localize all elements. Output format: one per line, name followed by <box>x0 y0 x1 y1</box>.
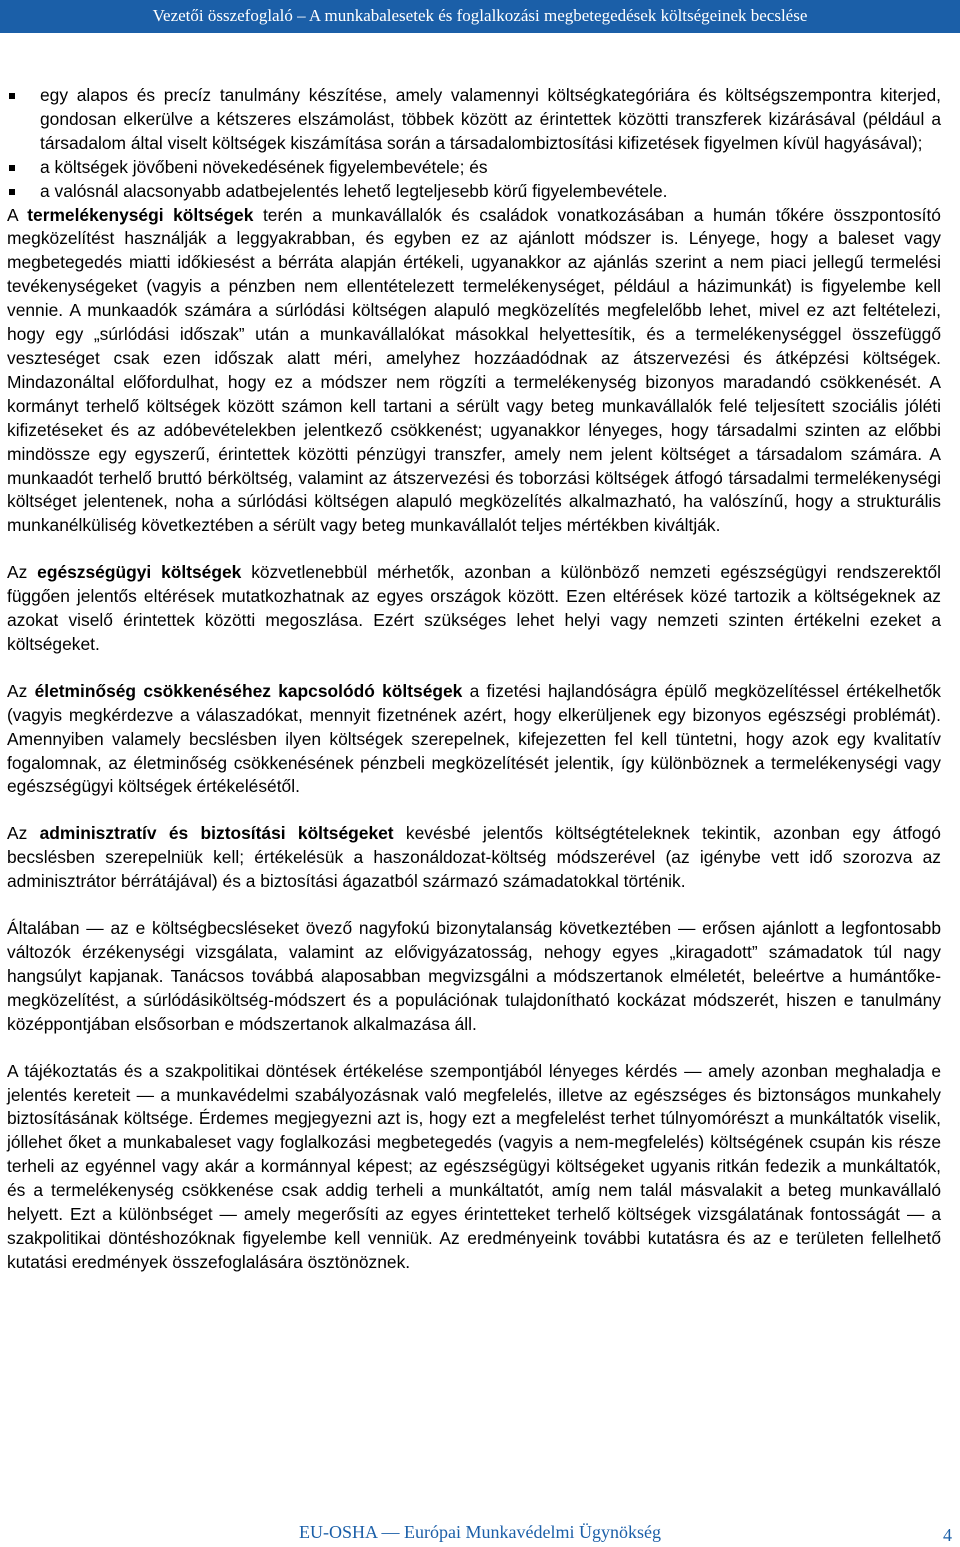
running-header <box>0 0 960 33</box>
paragraph-health-costs <box>7 561 941 657</box>
paragraph-text: kevésbé jelentős költségtételeknek tekintik, azonban egy átfogó becslésben szerepelniük kell; értékelésük a haszonáldozat-költség módszerével (az igénybe vett idő szorozva az adminisztrátor bérrátájával) és a biztosítási ágazatból származó számadatokkal történik. <box>7 823 941 892</box>
paragraph-productivity-costs <box>7 204 941 539</box>
page-footer <box>0 1520 960 1544</box>
list-item-text: a költségek jövőbeni növekedésének figyelembevétele; és <box>40 156 488 177</box>
list-item-text: egy alapos és precíz tanulmány készítése, amely valamennyi költségkategóriára és költségszempontra kiterjed, gondosan elkerülve a kétszeres elszámolást, többek között az érintettek közötti transzferek kizárásával (például a társadalom által viselt költségek kiszámítása során a társadalombiztosítási kifizetések figyelmen kívül hagyásával); <box>40 85 941 153</box>
square-bullet-icon <box>9 189 15 195</box>
paragraph-text: Az <box>7 562 38 583</box>
paragraph-policy-evaluation: A tájékoztatás és a szakpolitikai döntések értékelése szempontjából lényeges kérdés — amely azonban meghaladja e jelentés kereteit — a munkavédelmi szabályozásnak való megfelelés, illetve az egészséges és biztonságos munkahely biztosításának költsége. Érdemes megjegyezni azt is, hogy ezt a megfelelést terhet túlnyomórészt a munkáltatók viselik, jóllehet őket a munkabaleset vagy foglalkozási megbetegedés (vagyis a nem-megfelelés) költségének csupán kis része terheli az egyénnel vagy akár a kormánnyal képest; az egészségügyi költségeket ugyanis ritkán fedezik a munkáltatók, és a termelékenység csökkenése csak addig terheli a munkáltatót, amíg nem talál másvalakit a beteg munkavállaló helyett. Ezt a különbséget — amely megerősíti az egyes érintetteket terhelő költségek vizsgálatának fontosságát — a szakpolitikai döntéshozóknak figyelembe kell venniük. Az eredményeink további kutatásra és az e területen fellelhető kutatási eredmények összefoglalására ösztönöznek. <box>7 1060 941 1272</box>
bold-term: életminőség csökkenéséhez kapcsolódó költségek <box>34 680 463 701</box>
paragraph-administrative-costs <box>7 822 941 894</box>
list-item-text: a valósnál alacsonyabb adatbejelentés lehető legteljesebb körű figyelembevétele. <box>40 180 668 201</box>
list-item <box>7 180 941 204</box>
bold-term: egészségügyi költségek <box>37 562 242 583</box>
bold-term: termelékenységi költségek <box>27 204 254 225</box>
bullet-list <box>7 84 941 204</box>
square-bullet-icon <box>9 93 15 99</box>
square-bullet-icon <box>9 165 15 171</box>
paragraph-uncertainty: Általában — az e költségbecsléseket övező nagyfokú bizonytalanság következtében — erősen ajánlott a legfontosabb változók érzékenységi vizsgálata, valamint az elővigyázatosság, nehogy egyes „kiragadott” számadatok túl nagy hangsúlyt kapjanak. Tanácsos továbbá alaposabban megvizsgálni a módszertanok elméletét, beleértve a humántőke-megközelítést, a súrlódásiköltség-módszert és a populációnak tulajdonítható kockázat módszerét, hiszen e tanulmány középpontjában elsősorban e módszertanok alkalmazása áll. <box>7 918 941 1034</box>
list-item <box>7 84 941 156</box>
paragraph-text: A <box>7 204 28 225</box>
header-title: Vezetői összefoglaló – A munkabalesetek és foglalkozási megbetegedések költségeinek becslése <box>152 6 808 25</box>
paragraph-text: terén a munkavállalók és családok vonatkozásában a humán tőkére összpontosító megközelítést használják a leggyakrabban, és egyben ez az ajánlott módszer is. Lényege, hogy a baleset vagy megbetegedés miatti időkiesést a bérráta alapján értékeli, ugyanakkor az ajánlás szerint a nem piaci jellegű termelési tevékenységeket (vagyis a pénzben nem ellentételezett termelékenységet, például a házimunkát) is figyelembe kell vennie. A munkaadók számára a súrlódási költségen alapuló megközelítés megfelelőbb lehet, mivel ez azt feltételezi, hogy egy „súrlódási időszak” után a munkavállalókat másokkal helyettesítik, és a termelékenységgel összefüggő veszteséget csak ezen időszak alatt méri, amelyhez hozzáadódnak az átszervezési és átképzési költségek. Mindazonáltal előfordulhat, hogy ez a módszer nem rögzíti a termelékenység bizonyos maradandó csökkenését. A kormányt terhelő költségek között számon kell tartani a sérült vagy beteg munkavállalók felé teljesített szociális jóléti kifizetéseket és az adóbevételekben jelentkező csökkenést; ugyanakkor lényeges, hogy társadalmi szinten az előbbi mindössze egy egyszerű, érintettek közötti pénzügyi transzfer, amely nem jelent költséget a társadalom számára. A munkaadót terhelő bruttó bérköltség, valamint az átszervezési és toborzási költségek átfogó társadalmi termelékenységi költséget jelentenek, noha a súrlódási költségen alapuló megközelítés alkalmazható, ha valószínű, hogy a strukturális munkanélküliség következtében a sérült vagy beteg munkavállalót teljes mértékben kiváltják. <box>7 204 941 536</box>
paragraph-text: Az <box>7 680 35 701</box>
footer-organization: EU-OSHA — Európai Munkavédelmi Ügynökség <box>299 1522 661 1542</box>
paragraph-text: a fizetési hajlandóságra épülő megközelítéssel értékelhetők (vagyis megkérdezve a válaszadókat, mennyit fizetnének azért, hogy elkerüljenek egy bizonyos egészségi problémát). Amennyiben valamely becslésben ilyen költségek szerepelnek, kifejezetten fel kell tüntetni, hogy azok egy kvalitatív fogalomnak, az életminőség csökkenésének pénzbeli megközelítését jelentik, így különböznek a termelékenységi vagy egészségügyi költségek értékelésétől. <box>7 680 941 797</box>
paragraph-text: közvetlenebbül mérhetők, azonban a különböző nemzeti egészségügyi rendszerektől függően jelentős eltérések mutatkozhatnak az egyes országok között. Ezen eltérések közé tartozik a költségeknek az azokat viselő érintettek közötti megoszlása. Ezért szükséges lehet helyi vagy nemzeti szinten értékelni ezeket a költségeket. <box>7 562 941 654</box>
paragraph-text: Az <box>7 823 40 844</box>
list-item <box>7 156 941 180</box>
page-number: 4 <box>943 1525 952 1545</box>
bold-term: adminisztratív és biztosítási költségeket <box>39 823 394 844</box>
document-body <box>7 84 941 1275</box>
paragraph-quality-of-life-costs <box>7 680 941 800</box>
